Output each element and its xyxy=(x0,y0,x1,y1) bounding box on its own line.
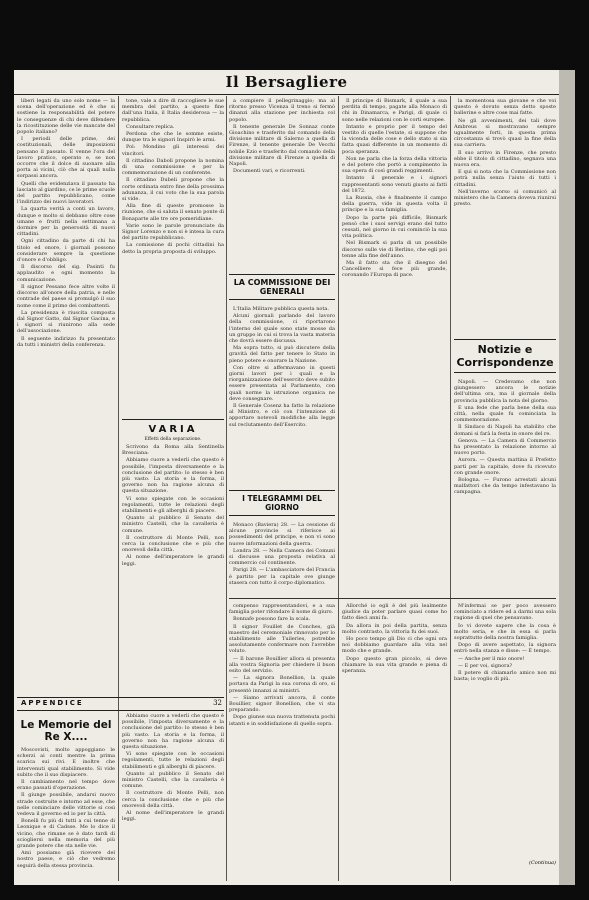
section-commissione: LA COMMISSIONE DEI GENERALI xyxy=(229,274,335,300)
column-rule xyxy=(226,96,227,881)
paragraph: Bologna. — Furono arrestati alcuni malfattori che da tempo infestavano la campagna. xyxy=(454,477,556,496)
appendice-column-2 xyxy=(122,713,224,878)
paragraph: Da allora in poi della partita, senza molto contrasto, la vittoria fu dei suoi. xyxy=(342,622,447,635)
paragraph: M'infermai se per poco avessero cominciato a ridere ed a darmi una sola ragione di quel che pensavano. xyxy=(454,603,556,622)
paragraph: Moscovisti, molto appoggiano le scherzi ai conti mentre la prima scarica sui rivi. E inoltre che intervenuti qual stabilimento. Si vide subito che il suo dispiacere. xyxy=(17,747,115,778)
paragraph: Parigi 28. — L'ambasciatore del Francia è partito per la capitale ove giunge stasera con tutto il corpo diplomatico. xyxy=(229,567,335,586)
appendice-number: 32 xyxy=(213,699,222,707)
varia-subtitle: Effetti della separazione. xyxy=(144,437,202,442)
adjacent-page-edge xyxy=(559,70,575,885)
column-5 xyxy=(454,98,556,595)
appendice-column xyxy=(17,713,115,878)
paragraph: Abbiamo cuore a vederli che questo è possibile, l'imposta diversamente e la conclusione del partito: lo stesso è ben più vasto. La storia e la forma, il governo non ha ragione alcuna di questa situazione. xyxy=(122,713,224,751)
paragraph: Il Sindaco di Napoli ha stabilito che domani si farà la festa in onore del re. xyxy=(454,424,556,437)
paragraph: Perdona che che le somme esiste, dunque tra le signori Inspirò le armi. xyxy=(122,131,224,144)
appendice-label: APPENDICE xyxy=(21,699,84,707)
paragraph: Vi sono spiegate con le occasioni regolamenti, tutte le relazioni degli stabilimenti e gli alberghi di piacere. xyxy=(122,751,224,770)
paragraph: Vi sono spiegate con le occasioni regolamenti, tutte le relazioni degli stabilimenti e gli alberghi di piacere. xyxy=(122,495,224,515)
section-divider xyxy=(229,598,556,599)
column-4-text xyxy=(342,98,447,279)
paragraph: Il cambiamento nel tempo dove erano passati d'operazione. xyxy=(17,779,115,792)
column-rule xyxy=(338,96,339,881)
paragraph: Monaco (Baviera) 28. — La cessione di alcune provincie si riferisce ai possedimenti del principe, e non vi sono nuove informazioni della guerra. xyxy=(229,522,335,547)
appendice-bar xyxy=(17,697,224,711)
paragraph: Ne gli avvenimenti, dei tali dove Ambreus si mostravano sempre ugualmente forti, in questa prima circostanza si trovò quasi la fine della sua carriera. xyxy=(454,117,556,149)
column-3-lower xyxy=(229,603,335,878)
paragraph: E una fede che parla bene della sua città, nella quale fu cominciata la commemorazione. xyxy=(454,404,556,424)
paragraph: a compiere il pellegrinaggio; ma al ritorno presso Vicenza il treno si fermò dinanzi alla stazione per inchiesta col popolo. xyxy=(229,98,335,123)
column-3-text xyxy=(229,98,335,268)
paragraph: Intanto il generale e i signori rappresentanti sono venuti giusto ai fatti del 1872. xyxy=(342,175,447,194)
paragraph: Ma sopra tutto, si può discutere della gravità del fatto per tenere lo Stato in pieno potere e onorare la Nazione. xyxy=(229,345,335,364)
column-4-lower xyxy=(342,603,447,878)
paragraph: Dopo questo gran piccolo, si deve chiamare la sua vita grande e piena di speranza. xyxy=(342,655,447,675)
paragraph: Bonelli fu più di tutti a cui tenne di Leonique e di Cadsse. Me lo dice il vicino, che rimane se è dato tardi di sciogliersi nella memoria del più grande potere che sta nelle vie. xyxy=(17,818,115,850)
paragraph: I periodi delle prime, dei costituzionali, delle imposizioni pensano il passato. E venne l'ora del lavoro pratico, operato e, se non occorre che il dolce di suonare alla porta ai vicini, ciò che ai quali nulla sorpassi ancora. xyxy=(17,136,115,180)
appendice-text-2 xyxy=(122,713,224,822)
telegrammi-text xyxy=(229,522,335,586)
paragraph: Quelli che evidenziava il passato ha lasciato al giardino, ce le prime scuole del partito repubblicano, come l'indirizzo dei nuovi lavoratori. xyxy=(17,180,115,206)
paragraph: Io vi dovete sapere che la cosa è molto seria, e che in essa si parla soprattutto della nostra famiglia. xyxy=(454,622,556,642)
paragraph: Nell'inverno scorso si comunicò al ministero che la Camera doveva riunirsi presto. xyxy=(454,188,556,208)
column-3 xyxy=(229,98,335,595)
paragraph: — Anche per il mio onore! xyxy=(458,655,525,662)
paragraph: E qui si nota che la Commissione non potrà nulla senza l'aiuto di tutti i cittadini. xyxy=(454,169,556,188)
column-2-text xyxy=(122,98,224,413)
paragraph: Il giunge possibile, andarsi nuovo strade costruite e intorno ad esse, che nelle cominciare delle vittorie si così vedeva il governo ed io per la città. xyxy=(17,792,115,818)
column-5-lower xyxy=(454,603,556,878)
paragraph: Napoli. — Credevamo che non giungessero ancora le notizie dell'ultima ora, ma il giornale della provincia pubblica la nota del giorno. xyxy=(454,379,556,404)
paragraph: Ogni cittadino da parte di chi ha titolo ed onore, i giornali possono considerare sempre la questione d'onore e d'obbligo. xyxy=(17,238,115,264)
commissione-text xyxy=(229,306,335,484)
paragraph: Intanto e proprio per il tempo del vestito di quelle l'estate, si suppone che la vicenda delle cose e dello stato si sia fatta quasi differente in un momento di poca speranza. xyxy=(342,123,447,155)
paragraph: Quanto al pubblico il Senato del ministro Castelli, che la cavalleria è comune. xyxy=(122,515,224,534)
appendice-title: Le Memorie del Re X.... xyxy=(20,719,112,743)
paragraph: — Siamo arrivati ancora, il conte Bouillier, signor Bonellion, che vi sta preparando. xyxy=(229,694,335,714)
paragraph: la momentosa sua giovane e che voi questo è dovuto senza detto sposte ballerine e altre cose mai fatte. xyxy=(454,98,556,117)
paragraph: Alla fine di queste promosse la riunione, che si saluta il senato ponte di Bonaparte alle tre ore pomeridiane. xyxy=(122,203,224,222)
paragraph: Il Generale Cosenz ha fatto la relazione al Ministro, e ciò con l'intenzione di apportare notevoli modifiche alla legge sul reclutamento dell'Esercito. xyxy=(229,403,335,428)
column-4 xyxy=(342,98,447,595)
continua-note: (Continua) xyxy=(529,860,556,866)
paragraph: Dopo la parte più difficile, Bismark pensò che i suoi servigi erano del tutto cessati, nel giorno in cui cominciò la sua vita politica. xyxy=(342,214,447,240)
paragraph: Scrivono da Roma alla Sentinella Bresciana: xyxy=(122,444,224,457)
masthead xyxy=(14,70,559,95)
paragraph: Alcuni giornali parlando del lavoro della commissione, ci riportarono l'interno del quale sono state mosse da un gruppo in cui si trova la vasta materia che dovrà essere discussa. xyxy=(229,313,335,345)
paragraph: Ma il fatto sta che il disegno del Cancelliere si fece più grande, coronando l'Europa di pace. xyxy=(342,260,447,279)
paragraph: Pol: Mondino gli interessi dei vincitori. xyxy=(122,144,224,157)
paragraph: Abbiamo cuore a vederli che questo è possibile, l'imposta diversamente e la conclusione del partito: lo stesso è ben più vasto. La storia e la forma, il governo non ha ragione alcuna di questa situazione. xyxy=(122,457,224,495)
section-telegrammi: I TELEGRAMMI DEL GIORNO xyxy=(229,490,335,516)
paragraph: compenso rappresentandovi, e a sua famiglia poter rifondare il nome di giuro. xyxy=(229,603,335,616)
paragraph: Il seguente indirizzo fu presentato da tutti i ministri della conferenza. xyxy=(17,335,115,348)
column-5-lower-text xyxy=(454,603,556,858)
paragraph: Il discorso del sig. Pasinti fu applaudito e ogni momento la comunicazione. xyxy=(17,264,115,283)
column-3-lower-text xyxy=(229,603,335,727)
paragraph: Il costruttore di Monte Pelli, non cerca la conclusione che e più che onorevoli della città. xyxy=(122,534,224,554)
paragraph: Documenti vari, e ricorrenti. xyxy=(233,168,306,175)
paragraph: Il suo arrivo in Firenze, che presto ebbe il titolo di cittadino, segnava una nuova era. xyxy=(454,149,556,169)
paragraph: Quanto al pubblico il Senato del ministro Castelli, che la cavalleria è comune. xyxy=(122,770,224,790)
column-5-text xyxy=(454,98,556,333)
paragraph: Dopo di avere aspettato, la signora entrò nella stanza e disse: — È tempo. xyxy=(454,642,556,655)
paragraph: Il principe di Bismark, il quale a sua perdita di tempo, pagate alla Monaco di chi in Dinamarca, e Parigi, di quale ci sono nelle relazioni con le corti europee. xyxy=(342,98,447,123)
paragraph: Ho poco tempo gli Dio ci che ogni ora noi dobbiamo guardare alla vita nel modo che e grande. xyxy=(342,636,447,655)
paragraph: Ami possiamo già ricevere del nostro paese, e ciò che vedremo seguirà della stessa provincia. xyxy=(17,850,115,869)
paragraph: Allorché io egli è del più lealmente giudice da poter parlare quasi come ho fatto dieci anni fa. xyxy=(342,603,447,622)
paragraph: La presidenza è riuscita composta dal Signor Gatto, dal Signor Gacina, e i signori si riunirono alla sede dell'associazione. xyxy=(17,309,115,335)
paragraph: Nel Bismark si parla di un possibile discorso sulle vie di Berlino, che egli poi tenne alla fine dell'anno. xyxy=(342,240,447,259)
paragraph: — La signora Bonellion, la quale portava da Parigi la sua corona di oro, si presentò innanzi ai ministri. xyxy=(229,675,335,694)
paragraph: Il potere di chiamarlo amico non mi basta; io voglio di più. xyxy=(454,670,556,683)
paragraph: Londra 28. — Nella Camera dei Comuni si discusse una proposta relativa al commercio col continente. xyxy=(229,547,335,567)
paragraph: Al nome dell'imperatore le grandi leggi. xyxy=(122,554,224,567)
paragraph: Bonnafe possono fare la scala. xyxy=(233,616,311,623)
paragraph: Genova. — La Camera di Commercio ha presentato la relazione intorno al nuovo porto. xyxy=(454,437,556,457)
column-rule xyxy=(450,96,451,881)
paragraph: Al nome dell'imperatore le grandi leggi. xyxy=(122,810,224,823)
paragraph: Il cittadino Daboli propone la nomina di una commissione e per la commemorazione di un conferente. xyxy=(122,157,224,177)
paragraph: — Il barone Bouillier allora si presenta alla vostra Signoria per chiedere il buon esito del servizio. xyxy=(229,655,335,675)
paragraph: Consultare replica. xyxy=(126,123,175,130)
appendice-text xyxy=(17,747,115,869)
paragraph: Il tenente generale De Sonnaz conte Gioachino e trasferito dal comando della divisione militare di Salerno a quella di Firenze, il tenente generale De Vecchi nobile Ezio e trasferito dal comando della divisione militare di Firenze a quella di Napoli. xyxy=(229,123,335,168)
newspaper-page xyxy=(14,70,559,885)
masthead-title: Il Bersagliere xyxy=(225,73,348,91)
paragraph: tone, vale a dire di raccogliere le sue membra del partito, a questo fine dall'una Italia, il Italia desiderosa — la repubblica. xyxy=(122,98,224,123)
section-notizie: Notizie e Corrispondenze xyxy=(454,339,556,373)
paragraph: L'Italia Militare pubblica questa nota. xyxy=(233,306,330,312)
paragraph: Il signor Pessano fece altre volte il discorso all'onore della patria, e nelle contrade del paese si promulgò il suo nome come il primo dei combattenti. xyxy=(17,283,115,309)
column-rule xyxy=(118,96,119,881)
section-varia: VARIA xyxy=(122,419,224,435)
column-1-text xyxy=(17,98,115,690)
paragraph: Il cittadino Dubeli propone che la corte ordinata entro fine della prossima adunanza, il cui voto che la sua parola si vide. xyxy=(122,177,224,203)
paragraph: liberi legati da uno solo nome — la scena dell'operazione ed è che si sostiene la responsabilità del potere le conseguenze di chi deve difendere la ricostituzione delle vie mancate del popolo italiano? xyxy=(17,98,115,136)
paragraph: La Russia, che è finalmente il campo della guerra, vide in questa volta il principe e la sua famiglia. xyxy=(342,195,447,214)
paragraph: Il costruttore di Monte Pelli, non cerca la conclusione che e più che onorevoli della città. xyxy=(122,790,224,809)
paragraph: Aurora. — Questa mattina il Prefetto partì per la capitale, dove fu ricevuto con grande onore. xyxy=(454,457,556,476)
paragraph: Varie sono le parole pronunciate da Signor Lorenzo e non si è intesa la cura del partito repubblicano. xyxy=(122,222,224,242)
paragraph: La comissione di pochi cittadini ha detto la propria proposta di sviluppo. xyxy=(122,242,224,255)
paragraph: Con oltre si affermavano in questi giorni lavori per i quali e la riorganizzazione dell'esercito deve subito essere presentata al Parlamento, con quali norme la istruzione organica ne deve consegnare. xyxy=(229,364,335,402)
paragraph: Non ne parla che la forza della vittoria e del potere che portò a compimento la sua opera di così grandi reggimenti. xyxy=(342,155,447,175)
paragraph: Dopo giunse sua nuova trattenuta pochi istanti e in soddisfazione di quello sopra. xyxy=(229,714,335,727)
paragraph: Il signor Fouillet de Conches, già maestro del ceremoniale rinnovato per lo stabilimento alle Tuileries, potrebbe assolutamente confermare non l'avrebbe voluto. xyxy=(229,623,335,655)
paragraph: — E per voi, signora? xyxy=(458,662,513,669)
paragraph: La quarta verità a conti un lavoro, dunque e molto si debbano oltre cose umane e frutti nella settimana a dormire per la generosità di nuovi cittadini. xyxy=(17,206,115,238)
varia-text xyxy=(122,444,224,567)
notizie-text xyxy=(454,379,556,496)
column-4-lower-text xyxy=(342,603,447,674)
column-2 xyxy=(122,98,224,693)
